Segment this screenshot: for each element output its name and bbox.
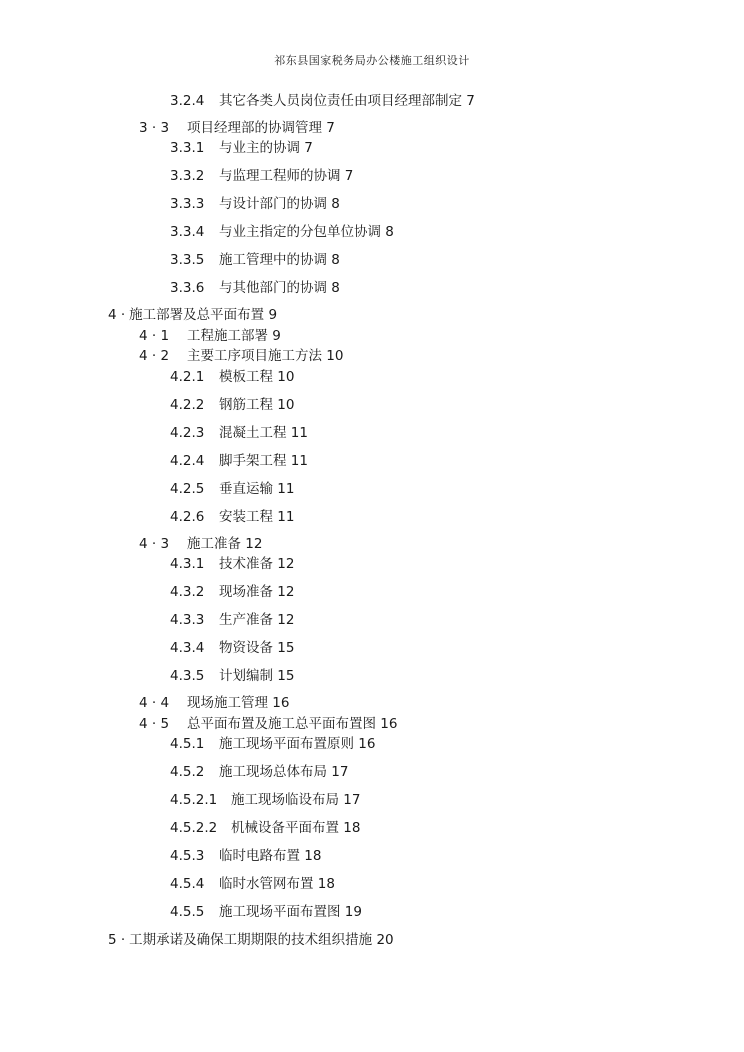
toc-entry[interactable] (108, 931, 394, 949)
toc-number: 4.2.5 (170, 481, 205, 497)
toc-title: 模板工程 10 (219, 369, 295, 385)
toc-number: 4.5.1 (170, 736, 205, 752)
toc-entry[interactable] (170, 368, 294, 386)
toc-entry[interactable] (139, 694, 289, 712)
toc-title: 项目经理部的协调管理 7 (187, 120, 335, 136)
toc-number: 4 · (108, 307, 126, 323)
toc-title: 技术准备 12 (219, 556, 295, 572)
toc-number: 4.5.5 (170, 904, 205, 920)
toc-title: 与监理工程师的协调 7 (219, 168, 354, 184)
toc-number: 3.2.4 (170, 93, 205, 109)
toc-entry[interactable] (170, 167, 353, 185)
toc-title: 施工现场平面布置原则 16 (219, 736, 376, 752)
toc-entry[interactable] (170, 508, 294, 526)
toc-number: 4 · 3 (139, 536, 170, 552)
toc-title: 工程施工部署 9 (187, 328, 281, 344)
toc-title: 垂直运输 11 (219, 481, 295, 497)
toc-number: 4.3.3 (170, 612, 205, 628)
toc-title: 与业主的协调 7 (219, 140, 313, 156)
toc-entry[interactable] (170, 735, 375, 753)
toc-title: 施工现场平面布置图 19 (219, 904, 362, 920)
toc-number: 4.3.5 (170, 668, 205, 684)
toc-number: 3.3.5 (170, 252, 205, 268)
toc-number: 3.3.3 (170, 196, 205, 212)
toc-entry[interactable] (170, 639, 294, 657)
toc-number: 4.2.6 (170, 509, 205, 525)
toc-entry[interactable] (139, 715, 397, 733)
toc-title: 安装工程 11 (219, 509, 295, 525)
toc-title: 机械设备平面布置 18 (231, 820, 361, 836)
toc-entry[interactable] (139, 347, 343, 365)
toc-number: 4.5.2 (170, 764, 205, 780)
toc-title: 脚手架工程 11 (219, 453, 308, 469)
toc-entry[interactable] (170, 903, 362, 921)
toc-entry[interactable] (170, 452, 308, 470)
toc-entry[interactable] (170, 763, 348, 781)
toc-entry[interactable] (170, 875, 335, 893)
toc-number: 4.5.3 (170, 848, 205, 864)
toc-entry[interactable] (170, 583, 294, 601)
toc-entry[interactable] (139, 119, 335, 137)
toc-entry[interactable] (170, 279, 340, 297)
toc-number: 4 · 4 (139, 695, 170, 711)
toc-entry[interactable] (170, 223, 394, 241)
toc-entry[interactable] (170, 139, 313, 157)
toc-entry[interactable] (170, 819, 360, 837)
toc-entry[interactable] (139, 327, 281, 345)
toc-entry[interactable] (170, 424, 308, 442)
toc-number: 4.3.1 (170, 556, 205, 572)
toc-number: 4.5.4 (170, 876, 205, 892)
toc-number: 3 · 3 (139, 120, 170, 136)
toc-number: 3.3.6 (170, 280, 205, 296)
toc-number: 4 · 2 (139, 348, 170, 364)
toc-entry[interactable] (170, 480, 294, 498)
toc-entry[interactable] (170, 251, 340, 269)
toc-entry[interactable] (139, 535, 262, 553)
toc-entry[interactable] (170, 847, 321, 865)
toc-entry[interactable] (108, 306, 277, 324)
toc-number: 4.2.2 (170, 397, 205, 413)
toc-number: 3.3.2 (170, 168, 205, 184)
toc-entry[interactable] (170, 195, 340, 213)
toc-title: 其它各类人员岗位责任由项目经理部制定 7 (219, 93, 475, 109)
toc-entry[interactable] (170, 667, 294, 685)
toc-title: 物资设备 15 (219, 640, 295, 656)
toc-number: 4.2.3 (170, 425, 205, 441)
toc-title: 钢筋工程 10 (219, 397, 295, 413)
toc-number: 4.2.1 (170, 369, 205, 385)
toc-entry[interactable] (170, 92, 475, 110)
toc-title: 施工现场总体布局 17 (219, 764, 349, 780)
toc-number: 4 · 1 (139, 328, 170, 344)
toc-title: 临时水管网布置 18 (219, 876, 335, 892)
toc-entry[interactable] (170, 791, 360, 809)
toc-title: 现场准备 12 (219, 584, 295, 600)
toc-title: 施工管理中的协调 8 (219, 252, 340, 268)
toc-entry[interactable] (170, 396, 294, 414)
toc-title: 总平面布置及施工总平面布置图 16 (187, 716, 398, 732)
toc-title: 与其他部门的协调 8 (219, 280, 340, 296)
toc-title: 与设计部门的协调 8 (219, 196, 340, 212)
toc-entry[interactable] (170, 611, 294, 629)
toc-number: 4.5.2.2 (170, 820, 218, 836)
toc-title: 施工准备 12 (187, 536, 263, 552)
toc-title: 生产准备 12 (219, 612, 295, 628)
toc-entry[interactable] (170, 555, 294, 573)
toc-title: 工期承诺及确保工期期限的技术组织措施 20 (129, 932, 394, 948)
toc-title: 主要工序项目施工方法 10 (187, 348, 344, 364)
toc-title: 施工部署及总平面布置 9 (129, 307, 278, 323)
toc-title: 施工现场临设布局 17 (231, 792, 361, 808)
toc-number: 5 · (108, 932, 126, 948)
toc-title: 现场施工管理 16 (187, 695, 290, 711)
toc-number: 4.2.4 (170, 453, 205, 469)
toc-title: 计划编制 15 (219, 668, 295, 684)
toc-title: 临时电路布置 18 (219, 848, 322, 864)
toc-title: 混凝土工程 11 (219, 425, 308, 441)
page-header: 祁东县国家税务局办公楼施工组织设计 (274, 54, 470, 67)
toc-number: 4 · 5 (139, 716, 170, 732)
toc-number: 3.3.1 (170, 140, 205, 156)
toc-number: 4.5.2.1 (170, 792, 218, 808)
toc-title: 与业主指定的分包单位协调 8 (219, 224, 394, 240)
toc-number: 3.3.4 (170, 224, 205, 240)
toc-number: 4.3.4 (170, 640, 205, 656)
toc-number: 4.3.2 (170, 584, 205, 600)
